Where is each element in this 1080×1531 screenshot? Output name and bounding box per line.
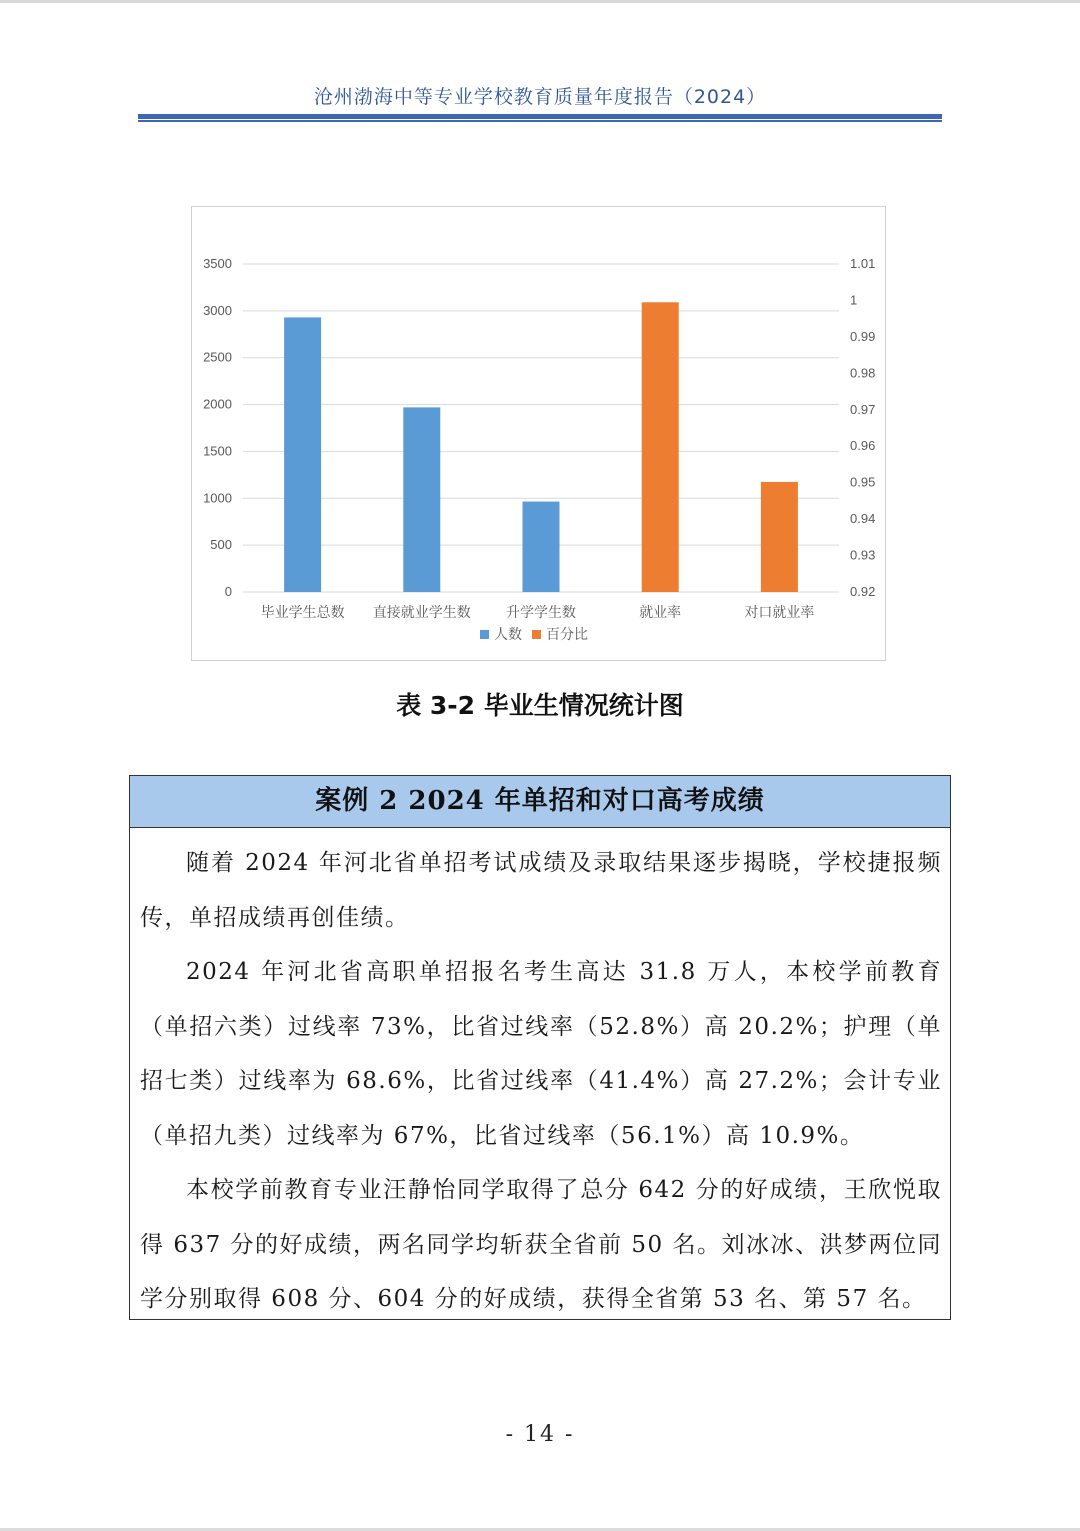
- legend-swatch: [480, 630, 489, 639]
- x-category-label: 升学学生数: [506, 605, 576, 621]
- legend-label: 人数: [494, 627, 522, 643]
- y-left-tick-label: 500: [210, 537, 232, 553]
- bar-percent: [761, 482, 798, 592]
- y-left-tick-label: 1500: [203, 443, 232, 459]
- graduate-statistics-chart: [191, 206, 886, 661]
- y-left-tick-label: 0: [224, 584, 232, 599]
- case-study-box: [129, 775, 951, 1320]
- y-right-tick-label: 1: [850, 292, 858, 308]
- header-rule: [138, 114, 942, 119]
- y-right-tick-label: 0.97: [850, 401, 876, 417]
- y-left-tick-label: 1000: [203, 490, 232, 506]
- y-right-tick-label: 0.95: [850, 474, 876, 490]
- legend-label: 百分比: [546, 627, 588, 643]
- x-category-label: 直接就业学生数: [372, 605, 471, 621]
- case-paragraph-2: 2024 年河北省高职单招报名考生高达 31.8 万人，本校学前教育（单招六类）过线率 73%，比省过线率（52.8%）高 20.2%；护理（单招七类）过线率为 68.6%，比省过线率（41.4%）高 27.2%；会计专业（单招九类）过线率为 67%，比省过线率（56.1%）高 10.9%。: [140, 959, 942, 1149]
- chart-caption: 表 3-2 毕业生情况统计图: [396, 691, 684, 720]
- bar-count: [403, 407, 440, 592]
- top-edge-line: [0, 0, 1080, 3]
- header-rule-thin: [138, 120, 942, 122]
- bar-count: [284, 317, 321, 592]
- y-left-tick-label: 3500: [203, 256, 232, 271]
- x-category-label: 对口就业率: [744, 605, 815, 621]
- legend-swatch: [532, 630, 541, 639]
- y-right-tick-label: 0.96: [850, 438, 876, 454]
- report-header-title: 沧州渤海中等专业学校教育质量年度报告（2024）: [313, 86, 767, 108]
- case-paragraph-1: 随着 2024 年河北省单招考试成绩及录取结果逐步揭晓，学校捷报频传，单招成绩再创佳绩。: [140, 850, 942, 931]
- y-right-tick-label: 0.92: [850, 584, 876, 599]
- case-body: [130, 828, 950, 1327]
- case-paragraph-3: 本校学前教育专业汪静怡同学取得了总分 642 分的好成绩，王欣悦取得 637 分的好成绩，两名同学均斩获全省前 50 名。刘冰冰、洪梦两位同学分别取得 608 分、604 分的好成绩，获得全省第 53 名、第 57 名。: [140, 1177, 942, 1312]
- y-left-tick-label: 3000: [203, 302, 232, 318]
- y-right-tick-label: 0.98: [850, 365, 876, 381]
- chart-canvas: [192, 207, 887, 662]
- x-category-label: 毕业学生总数: [260, 605, 345, 621]
- y-left-tick-label: 2000: [203, 396, 232, 412]
- y-right-tick-label: 0.99: [850, 328, 876, 344]
- y-right-tick-label: 1.01: [850, 256, 876, 271]
- page-number: - 14 -: [505, 1422, 575, 1447]
- bar-count: [523, 502, 560, 592]
- y-left-tick-label: 2500: [203, 349, 232, 365]
- y-right-tick-label: 0.94: [850, 511, 876, 527]
- x-category-label: 就业率: [639, 605, 682, 621]
- case-title: 案例 2 2024 年单招和对口高考成绩: [130, 776, 950, 828]
- bar-percent: [642, 302, 679, 592]
- y-right-tick-label: 0.93: [850, 547, 876, 563]
